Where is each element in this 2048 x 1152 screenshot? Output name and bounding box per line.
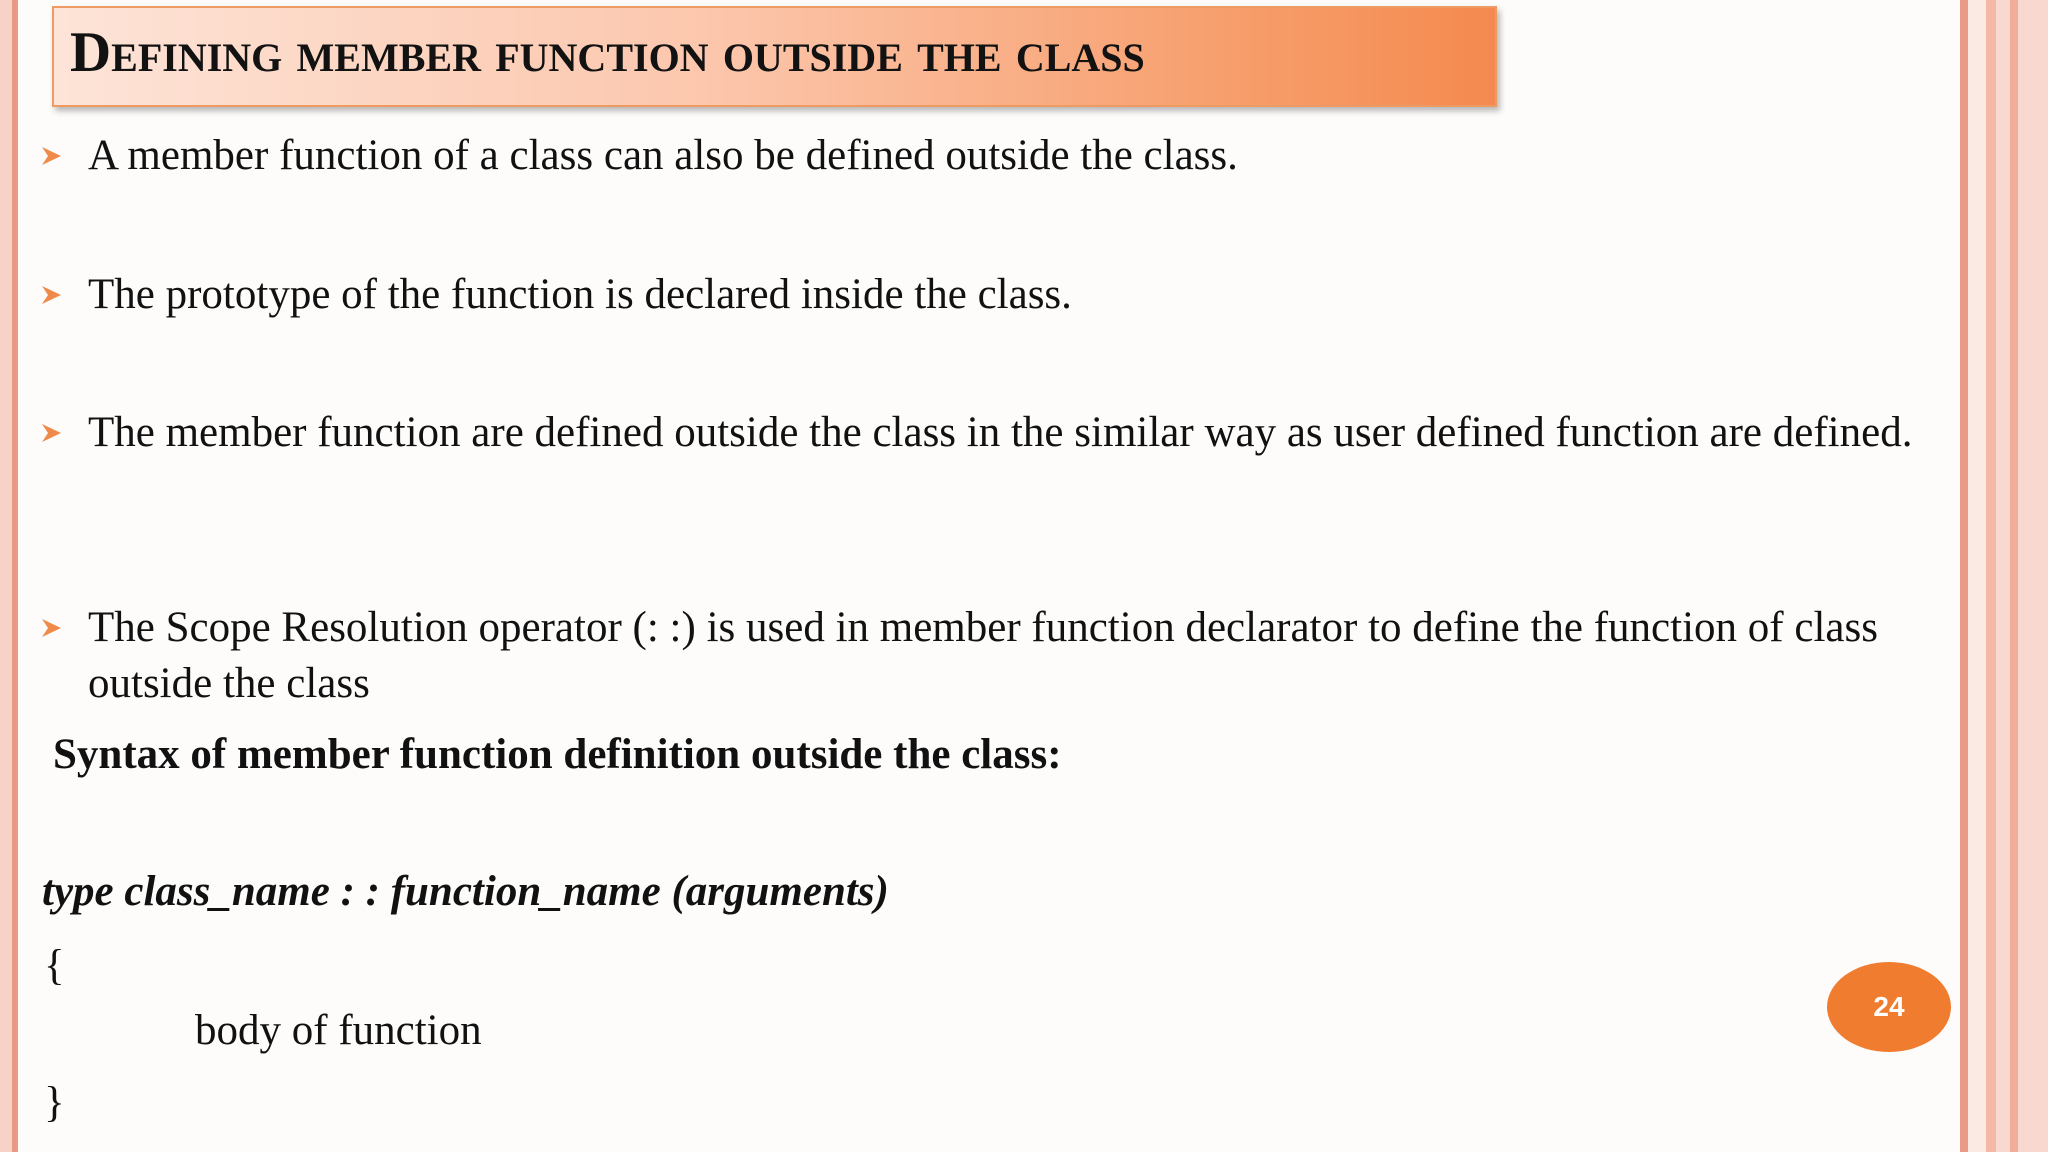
syntax-body: body of function: [195, 1007, 482, 1054]
syntax-heading: Syntax of member function definition outside the class:: [53, 731, 1062, 778]
bullet-text: The Scope Resolution operator (: :) is used in member function declarator to define the function of class outside the class: [88, 604, 1878, 707]
page-number-badge: [1827, 962, 1951, 1052]
syntax-signature: type class_name : : function_name (arguments): [42, 868, 889, 915]
left-border-stripe: [0, 0, 12, 1152]
title-banner: [52, 6, 1497, 107]
bullet-text: The member function are defined outside the class in the similar way as user defined function are defined.: [88, 409, 1913, 456]
page-number: 24: [1873, 991, 1905, 1022]
arrowhead-bullet-icon: [40, 284, 62, 306]
bullet-text: The prototype of the function is declared inside the class.: [88, 271, 1072, 318]
arrowhead-bullet-icon: [40, 617, 62, 639]
right-border-stripe-accent: [2010, 0, 2018, 1152]
left-border-stripe-accent: [12, 0, 18, 1152]
right-border-stripe-outer: [1996, 0, 2048, 1152]
slide-title: Defining member function outside the class: [70, 21, 1145, 84]
arrowhead-bullet-icon: [40, 422, 62, 444]
bullet-text: A member function of a class can also be defined outside the class.: [88, 132, 1238, 179]
syntax-close-brace: }: [44, 1079, 65, 1126]
syntax-open-brace: {: [44, 942, 65, 989]
arrowhead-bullet-icon: [40, 145, 62, 167]
